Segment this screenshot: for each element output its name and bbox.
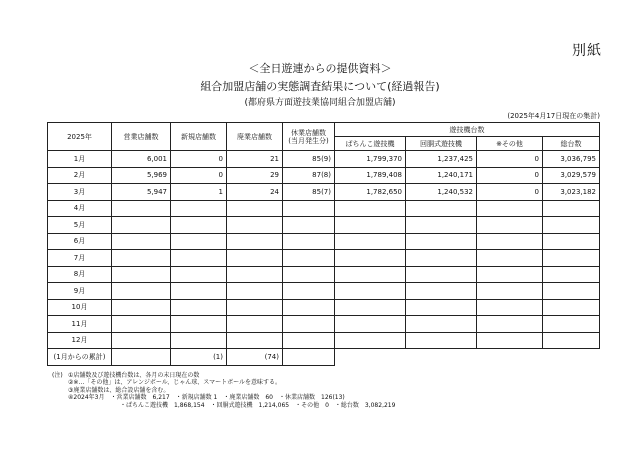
- table-row: [48, 332, 600, 349]
- new-cell: [171, 217, 227, 234]
- new-cell: [171, 299, 227, 316]
- closed-cell: [227, 283, 283, 300]
- note-marker: (注): [52, 372, 63, 379]
- pachinko-cell: [335, 266, 406, 283]
- total-cell: [543, 200, 600, 217]
- closed-cell: 29: [227, 167, 283, 184]
- table-row: [48, 266, 600, 283]
- note-4b: ・ぱちんこ遊技機 1,868,154 ・回胴式遊技機 1,214,065 ・その他 0 ・総台数 3,082,219: [120, 401, 396, 409]
- operating-cell: 5,969: [112, 167, 171, 184]
- footnotes: [52, 372, 395, 409]
- header-year: 2025年: [48, 123, 112, 151]
- month-cell: 8月: [48, 266, 112, 283]
- rotary-cell: [406, 266, 477, 283]
- table-row: [48, 200, 600, 217]
- total-cell: 3,023,182: [543, 184, 600, 201]
- total-cell: [543, 332, 600, 349]
- suspended-cell: [283, 332, 335, 349]
- pachinko-cell: [335, 283, 406, 300]
- closed-cell: 24: [227, 184, 283, 201]
- suspended-cell: 85(7): [283, 184, 335, 201]
- pachinko-cell: [335, 217, 406, 234]
- suspended-cell: [283, 250, 335, 267]
- rotary-cell: [406, 299, 477, 316]
- table-row: [48, 217, 600, 234]
- new-cell: [171, 332, 227, 349]
- new-cell: [171, 250, 227, 267]
- note-1: ①店舗数及び遊技機台数は、各月の末日現在の数: [68, 372, 200, 379]
- total-cell: [543, 250, 600, 267]
- other-cell: [477, 200, 543, 217]
- total-cell: [543, 266, 600, 283]
- cumulative-row: [48, 349, 600, 366]
- header-operating: 営業店舗数: [112, 123, 171, 151]
- total-cell: [543, 217, 600, 234]
- other-cell: [477, 283, 543, 300]
- table-row: [48, 233, 600, 250]
- operating-cell: [112, 283, 171, 300]
- header-rotary: 回胴式遊技機: [406, 137, 477, 151]
- month-cell: 6月: [48, 233, 112, 250]
- operating-cell: [112, 299, 171, 316]
- closed-cell: [227, 250, 283, 267]
- month-cell: 11月: [48, 316, 112, 333]
- note-4a: ④2024年3月 ・営業店舗数 6,217 ・新規店舗数 1 ・廃業店舗数 60 ・休業店舗数 126(13): [68, 394, 345, 402]
- rotary-cell: 1,240,532: [406, 184, 477, 201]
- rotary-cell: 1,240,171: [406, 167, 477, 184]
- month-cell: 3月: [48, 184, 112, 201]
- rotary-cell: [406, 316, 477, 333]
- header-closed: 廃業店舗数: [227, 123, 283, 151]
- month-cell: 4月: [48, 200, 112, 217]
- month-cell: 5月: [48, 217, 112, 234]
- header-suspended-line1: 休業店舗数: [291, 128, 326, 137]
- report-subtitle: (都府県方面遊技業協同組合加盟店舗): [244, 98, 396, 108]
- month-cell: 1月: [48, 151, 112, 168]
- other-cell: [477, 316, 543, 333]
- closed-cell: [227, 299, 283, 316]
- cumulative-suspended: [283, 349, 335, 366]
- suspended-cell: [283, 266, 335, 283]
- total-cell: [543, 283, 600, 300]
- operating-cell: [112, 217, 171, 234]
- suspended-cell: [283, 200, 335, 217]
- header-machines-group: 遊技機台数: [335, 123, 600, 137]
- month-cell: 7月: [48, 250, 112, 267]
- rotary-cell: [406, 332, 477, 349]
- attachment-label: 別紙: [572, 43, 602, 59]
- operating-cell: [112, 233, 171, 250]
- report-title: 組合加盟店舗の実態調査結果について(経過報告): [200, 80, 440, 93]
- total-cell: [543, 299, 600, 316]
- total-cell: 3,036,795: [543, 151, 600, 168]
- cumulative-operating: [112, 349, 171, 366]
- source-title: ＜全日遊連からの提供資料＞: [248, 62, 392, 75]
- new-cell: 0: [171, 167, 227, 184]
- table-row: [48, 167, 600, 184]
- header-suspended: [283, 123, 335, 151]
- operating-cell: [112, 266, 171, 283]
- operating-cell: [112, 316, 171, 333]
- pachinko-cell: [335, 233, 406, 250]
- header-other: ※その他: [477, 137, 543, 151]
- new-cell: [171, 266, 227, 283]
- pachinko-cell: [335, 316, 406, 333]
- closed-cell: 21: [227, 151, 283, 168]
- rotary-cell: [406, 233, 477, 250]
- survey-table: [47, 122, 600, 366]
- other-cell: [477, 332, 543, 349]
- rotary-cell: [406, 200, 477, 217]
- total-cell: [543, 316, 600, 333]
- other-cell: [477, 299, 543, 316]
- month-cell: 2月: [48, 167, 112, 184]
- suspended-cell: [283, 217, 335, 234]
- table-row: [48, 316, 600, 333]
- header-pachinko: ぱちんこ遊技機: [335, 137, 406, 151]
- table-row: [48, 299, 600, 316]
- rotary-cell: [406, 217, 477, 234]
- new-cell: 1: [171, 184, 227, 201]
- suspended-cell: [283, 233, 335, 250]
- pachinko-cell: 1,789,408: [335, 167, 406, 184]
- suspended-cell: 87(8): [283, 167, 335, 184]
- closed-cell: [227, 332, 283, 349]
- other-cell: 0: [477, 151, 543, 168]
- new-cell: 0: [171, 151, 227, 168]
- other-cell: [477, 217, 543, 234]
- closed-cell: [227, 200, 283, 217]
- total-cell: 3,029,579: [543, 167, 600, 184]
- month-cell: 9月: [48, 283, 112, 300]
- note-2: ②※…「その他」は、アレンジボール、じゃん球、スマートボールを意味する。: [68, 379, 282, 387]
- other-cell: [477, 266, 543, 283]
- cumulative-label: (1月からの累計): [48, 349, 112, 366]
- rotary-cell: 1,237,425: [406, 151, 477, 168]
- cumulative-new: (1): [171, 349, 227, 366]
- new-cell: [171, 316, 227, 333]
- pachinko-cell: [335, 299, 406, 316]
- header-total: 総台数: [543, 137, 600, 151]
- other-cell: 0: [477, 167, 543, 184]
- month-cell: 10月: [48, 299, 112, 316]
- closed-cell: [227, 217, 283, 234]
- other-cell: 0: [477, 184, 543, 201]
- closed-cell: [227, 233, 283, 250]
- new-cell: [171, 283, 227, 300]
- rotary-cell: [406, 283, 477, 300]
- suspended-cell: [283, 316, 335, 333]
- pachinko-cell: [335, 332, 406, 349]
- as-of-date: (2025年4月17日現在の集計): [507, 112, 600, 120]
- table-row: [48, 184, 600, 201]
- pachinko-cell: 1,782,650: [335, 184, 406, 201]
- other-cell: [477, 250, 543, 267]
- table-row: [48, 250, 600, 267]
- pachinko-cell: 1,799,370: [335, 151, 406, 168]
- total-cell: [543, 233, 600, 250]
- header-new: 新規店舗数: [171, 123, 227, 151]
- operating-cell: [112, 332, 171, 349]
- header-suspended-line2: (当月発生分): [288, 136, 329, 145]
- suspended-cell: [283, 299, 335, 316]
- new-cell: [171, 233, 227, 250]
- operating-cell: 5,947: [112, 184, 171, 201]
- month-cell: 12月: [48, 332, 112, 349]
- table-row: [48, 283, 600, 300]
- suspended-cell: [283, 283, 335, 300]
- closed-cell: [227, 316, 283, 333]
- operating-cell: [112, 200, 171, 217]
- pachinko-cell: [335, 250, 406, 267]
- operating-cell: 6,001: [112, 151, 171, 168]
- suspended-cell: 85(9): [283, 151, 335, 168]
- note-3: ③廃業店舗数は、総合設店舗を含む。: [68, 386, 170, 394]
- other-cell: [477, 233, 543, 250]
- closed-cell: [227, 266, 283, 283]
- pachinko-cell: [335, 200, 406, 217]
- new-cell: [171, 200, 227, 217]
- operating-cell: [112, 250, 171, 267]
- cumulative-closed: (74): [227, 349, 283, 366]
- rotary-cell: [406, 250, 477, 267]
- table-row: [48, 151, 600, 168]
